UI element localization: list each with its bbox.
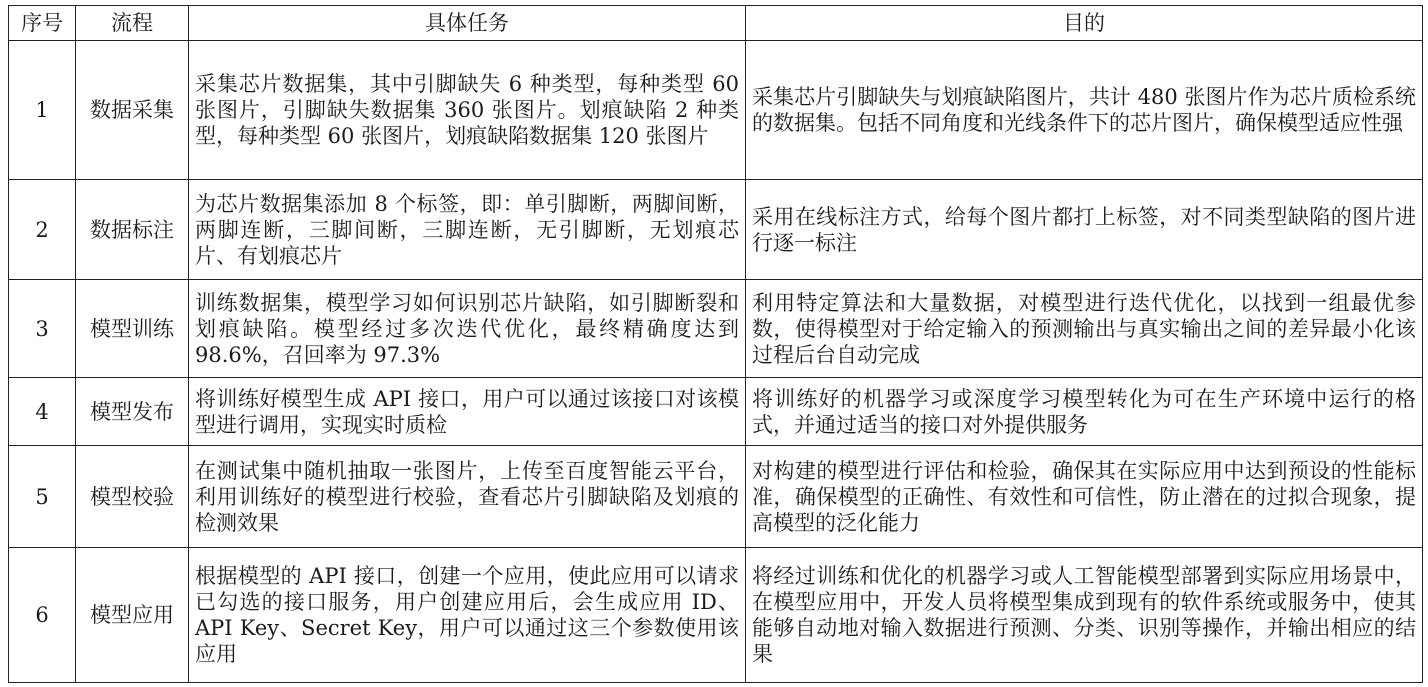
row-task: 在测试集中随机抽取一张图片，上传至百度智能云平台，利用训练好的模型进行校验，查看芯片引脚缺陷及划痕的检测效果 [189,446,746,548]
row-task: 将训练好模型生成 API 接口，用户可以通过该接口对该模型进行调用，实现实时质检 [189,378,746,446]
header-purpose: 目的 [746,6,1423,41]
row-flow: 模型发布 [76,378,189,446]
row-flow: 模型训练 [76,280,189,378]
row-task: 根据模型的 API 接口，创建一个应用，使此应用可以请求已勾选的接口服务，用户创建应用后，会生成应用 ID、API Key、Secret Key，用户可以通过这三个参数使用该应用 [189,548,746,683]
header-task: 具体任务 [189,6,746,41]
header-row [9,6,1423,41]
row-purpose: 利用特定算法和大量数据，对模型进行迭代优化，以找到一组最优参数，使得模型对于给定输入的预测输出与真实输出之间的差异最小化该过程后台自动完成 [746,280,1423,378]
table-row [9,446,1423,548]
row-num: 2 [9,180,76,280]
row-flow: 模型应用 [76,548,189,683]
table-row [9,548,1423,683]
row-num: 5 [9,446,76,548]
row-flow: 数据采集 [76,41,189,180]
header-flow: 流程 [76,6,189,41]
table-row [9,180,1423,280]
row-task: 训练数据集，模型学习如何识别芯片缺陷，如引脚断裂和划痕缺陷。模型经过多次迭代优化，最终精确度达到 98.6%，召回率为 97.3% [189,280,746,378]
row-purpose: 采用在线标注方式，给每个图片都打上标签，对不同类型缺陷的图片进行逐一标注 [746,180,1423,280]
process-table [8,5,1423,683]
row-purpose: 对构建的模型进行评估和检验，确保其在实际应用中达到预设的性能标准，确保模型的正确性、有效性和可信性，防止潜在的过拟合现象，提高模型的泛化能力 [746,446,1423,548]
row-flow: 数据标注 [76,180,189,280]
row-task: 采集芯片数据集，其中引脚缺失 6 种类型，每种类型 60 张图片，引脚缺失数据集 360 张图片。划痕缺陷 2 种类型，每种类型 60 张图片，划痕缺陷数据集 120 张图片 [189,41,746,180]
row-purpose: 采集芯片引脚缺失与划痕缺陷图片，共计 480 张图片作为芯片质检系统的数据集。包括不同角度和光线条件下的芯片图片，确保模型适应性强 [746,41,1423,180]
header-num: 序号 [9,6,76,41]
row-task: 为芯片数据集添加 8 个标签，即：单引脚断，两脚间断，两脚连断，三脚间断，三脚连断，无引脚断，无划痕芯片、有划痕芯片 [189,180,746,280]
table-row [9,41,1423,180]
table-row [9,378,1423,446]
row-flow: 模型校验 [76,446,189,548]
row-num: 1 [9,41,76,180]
row-num: 4 [9,378,76,446]
row-num: 6 [9,548,76,683]
row-purpose: 将训练好的机器学习或深度学习模型转化为可在生产环境中运行的格式，并通过适当的接口对外提供服务 [746,378,1423,446]
row-num: 3 [9,280,76,378]
row-purpose: 将经过训练和优化的机器学习或人工智能模型部署到实际应用场景中，在模型应用中，开发人员将模型集成到现有的软件系统或服务中，使其能够自动地对输入数据进行预测、分类、识别等操作，并输出相应的结果 [746,548,1423,683]
table-row [9,280,1423,378]
